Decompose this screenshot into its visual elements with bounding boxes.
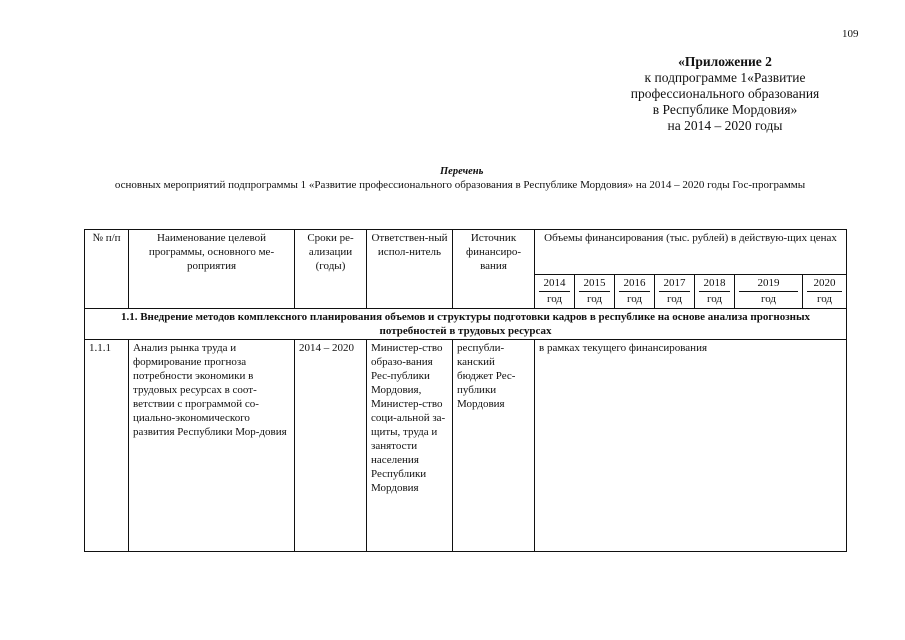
row-source: республи-канский бюджет Рес-публики Мордовия xyxy=(453,340,535,552)
year-unit: год xyxy=(807,291,842,307)
row-period: 2014 – 2020 xyxy=(295,340,367,552)
year-label: 2014 xyxy=(543,277,566,289)
appendix-title: «Приложение 2 xyxy=(678,54,772,69)
year-label: 2017 xyxy=(663,277,686,289)
year-2014 xyxy=(535,275,575,309)
header-funding: Объемы финансирования (тыс. рублей) в действую-щих ценах xyxy=(535,230,847,275)
year-unit: год xyxy=(539,291,570,307)
year-2015 xyxy=(575,275,615,309)
year-label: 2019 xyxy=(757,277,780,289)
section-row xyxy=(85,309,847,340)
year-label: 2015 xyxy=(583,277,606,289)
header-period: Сроки ре-ализации (годы) xyxy=(295,230,367,309)
header-executor: Ответствен-ный испол-нитель xyxy=(367,230,453,309)
year-unit: год xyxy=(579,291,610,307)
list-title: Перечень xyxy=(440,166,484,177)
year-2018 xyxy=(695,275,735,309)
header-name: Наименование целевой программы, основного ме-роприятия xyxy=(129,230,295,309)
page-number: 109 xyxy=(842,28,859,40)
year-2016 xyxy=(615,275,655,309)
list-subtitle: основных мероприятий подпрограммы 1 «Развитие профессионального образования в Республике Мордовия» на 2014 – 2020 годы Гос-программы xyxy=(114,179,806,191)
appendix-line: к подпрограмме 1«Развитие xyxy=(644,70,806,85)
table-row xyxy=(85,340,847,552)
row-funding: в рамках текущего финансирования xyxy=(535,340,847,552)
appendix-line: профессионального образования xyxy=(630,86,820,101)
appendix-line: на 2014 – 2020 годы xyxy=(667,118,783,133)
year-unit: год xyxy=(699,291,730,307)
year-unit: год xyxy=(659,291,690,307)
year-2017 xyxy=(655,275,695,309)
year-unit: год xyxy=(619,291,650,307)
year-unit: год xyxy=(739,291,798,307)
header-source: Источник финансиро-вания xyxy=(453,230,535,309)
header-num: № п/п xyxy=(85,230,129,309)
section-heading: 1.1. Внедрение методов комплексного планирования объемов и структуры подготовки кадров в республике на основе анализа прогнозных потребностей в трудовых ресурсах xyxy=(85,309,847,340)
appendix-line: в Республике Мордовия» xyxy=(652,102,798,117)
year-label: 2018 xyxy=(703,277,726,289)
measures-table xyxy=(84,229,847,552)
year-2019 xyxy=(735,275,803,309)
year-2020 xyxy=(803,275,847,309)
row-name: Анализ рынка труда и формирование прогноза потребности экономики в трудовых ресурсах в соот-ветствии с программой со-циально-экономического развития Республики Мор-довия xyxy=(129,340,295,552)
table-header-row xyxy=(85,230,847,275)
year-label: 2016 xyxy=(623,277,646,289)
year-label: 2020 xyxy=(813,277,836,289)
row-num: 1.1.1 xyxy=(85,340,129,552)
appendix-block xyxy=(600,54,850,134)
row-executor: Министер-ство образо-вания Рес-публики Мордовия, Министер-ство соци-альной за-щиты, труда и занятости населения Республики Мордовия xyxy=(367,340,453,552)
